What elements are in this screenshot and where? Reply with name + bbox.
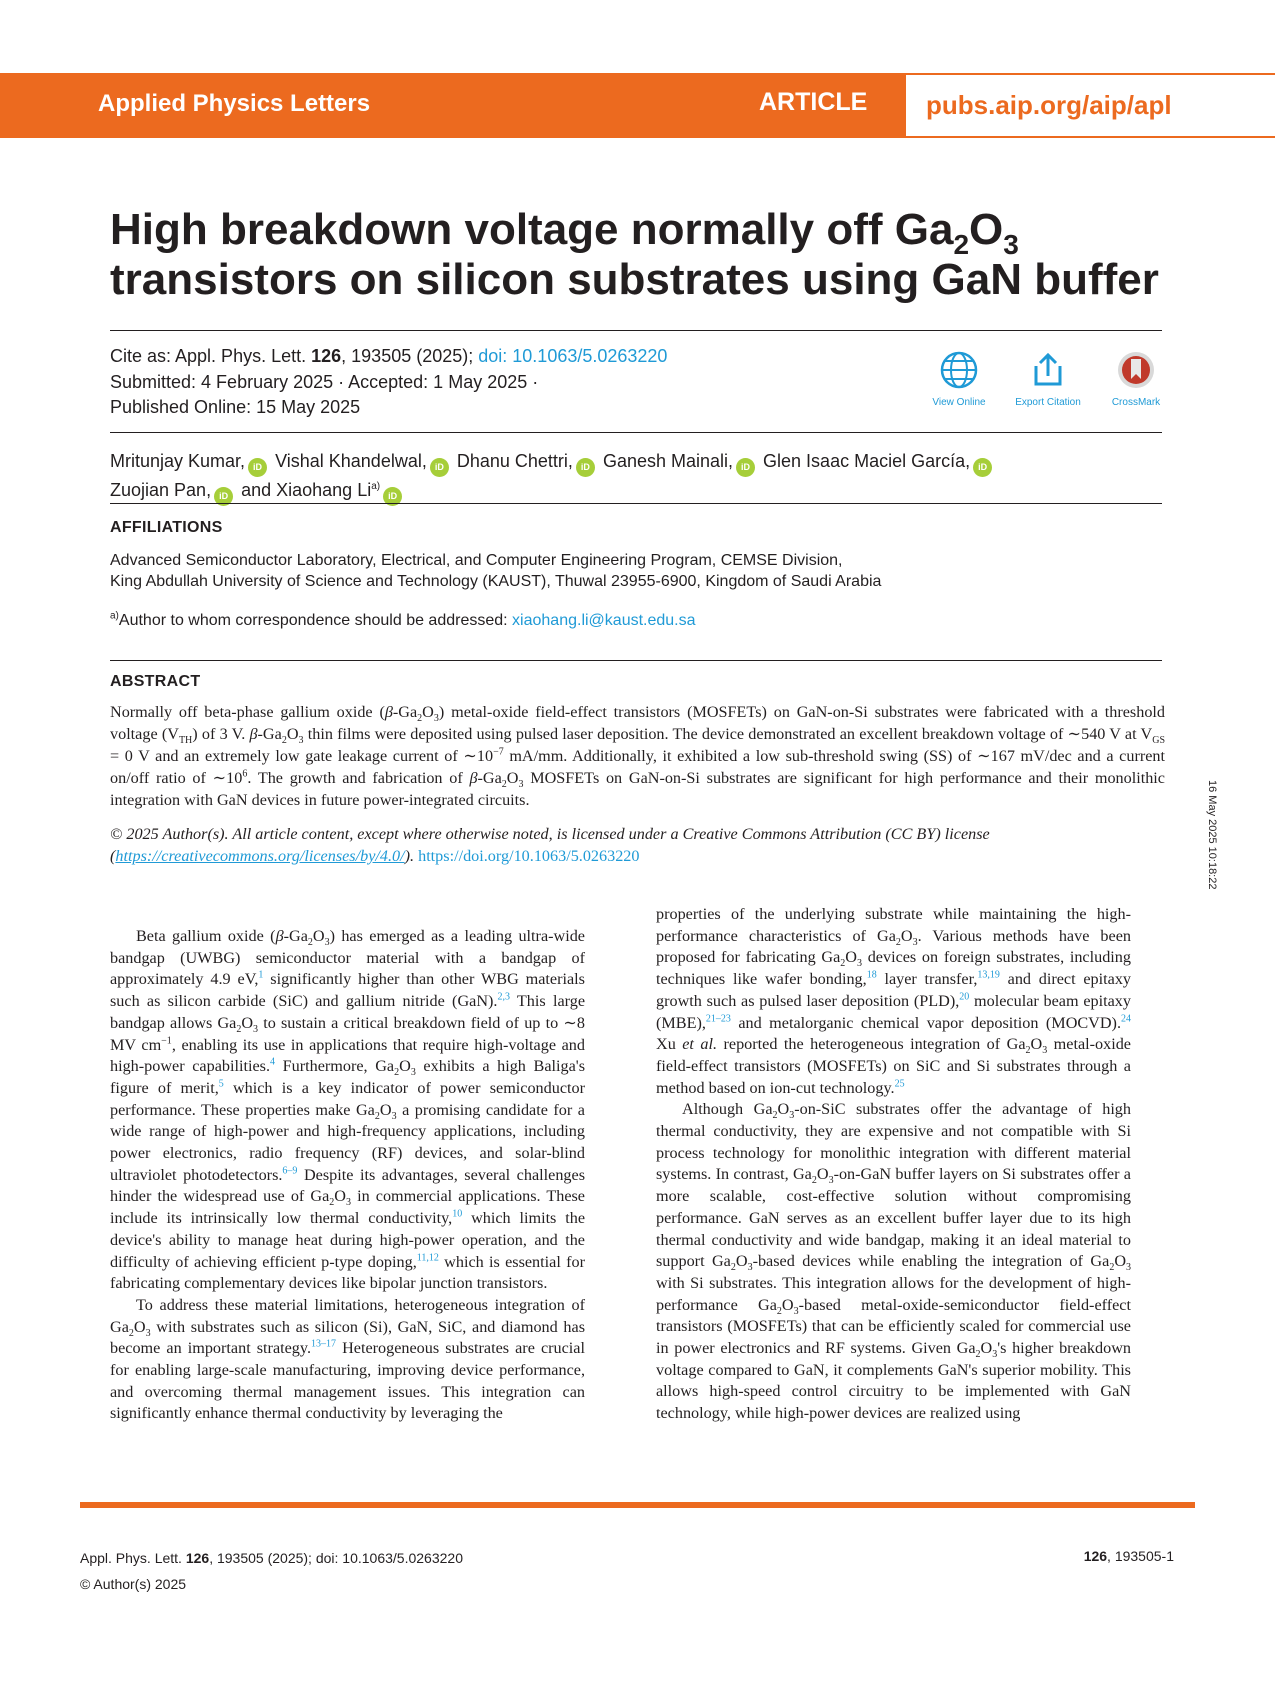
paragraph: To address these material limitations, heterogeneous integration of $Ga_2O_3$ with substrates such as silicon (Si), GaN, SiC, and diamond has become an important strategy.$^{13-17}$ Heterogeneous substrates are crucial for enabling large-scale manufacturing, improving device performance, and overcoming thermal management issues. This integration can significantly enhance thermal conductivity by leveraging the xyxy=(110,1295,585,1423)
orcid-icon[interactable]: iD xyxy=(248,458,267,477)
crossmark-label: CrossMark xyxy=(1111,397,1161,408)
journal-name: Applied Physics Letters xyxy=(98,90,371,117)
divider xyxy=(110,503,1162,504)
export-citation-button[interactable] xyxy=(1003,350,1093,408)
orcid-icon[interactable]: iD xyxy=(214,487,233,506)
article-title: High breakdown voltage normally off $Ga_2O_3$ transistors on silicon substrates using GaN buffer xyxy=(110,205,1159,304)
footer-citation: Appl. Phys. Lett. 126, 193505 (2025); doi: 10.1063/5.0263220 © Author(s) 2025 xyxy=(80,1550,463,1592)
author-list xyxy=(110,448,1170,506)
globe-icon xyxy=(939,350,979,390)
journal-header xyxy=(0,73,1275,138)
author[interactable]: Zuojian Pan, xyxy=(110,480,212,500)
submitted-dates: Submitted: 4 February 2025 · Accepted: 1 May 2025 · xyxy=(110,372,539,392)
citation-line: Cite as: Appl. Phys. Lett. 126, 193505 (2025); doi: 10.1063/5.0263220 xyxy=(110,346,668,366)
license-statement: © 2025 Author(s). All article content, except where otherwise noted, is licensed under a Creative Commons Attribution (CC BY) license (https://creativecommons.org/licenses/by/4.0/). https://doi.org/10.1063/5.0263220 xyxy=(110,825,990,865)
download-timestamp: 16 May 2025 10:18:22 xyxy=(1206,780,1218,890)
author[interactable]: Glen Isaac Maciel García, xyxy=(763,451,971,471)
crossmark-icon xyxy=(1116,350,1156,390)
affiliations-heading: AFFILIATIONS xyxy=(110,519,223,536)
email-link[interactable]: xiaohang.li@kaust.edu.sa xyxy=(512,612,696,629)
view-online-button[interactable] xyxy=(914,350,1004,408)
license-link[interactable]: https://creativecommons.org/licenses/by/4.0/ xyxy=(115,847,405,865)
author[interactable]: and Xiaohang Li xyxy=(241,480,372,500)
paragraph: Beta gallium oxide $(\beta-Ga_2O_3)$ has emerged as a leading ultra-wide bandgap (UWBG) semiconductor material with a bandgap of approximately 4.9 eV,$^1$ significantly higher than other WBG materials such as silicon carbide (SiC) and gallium nitride (GaN).$^{2,3}$ This large bandgap allows $Ga_2O_3$ to sustain a critical breakdown field of up to ∼8 MV $cm^{-1}$, enabling its use in applications that require high-voltage and high-power capabilities.$^4$ Furthermore, $Ga_2O_3$ exhibits a high Baliga's figure of merit,$^5$ which is a key indicator of power semiconductor performance. These properties make $Ga_2O_3$ a promising candidate for a wide range of high-power and high-frequency applications, including power electronics, radio frequency (RF) devices, and solar-blind ultraviolet photodetectors.$^{6-9}$ Despite its advantages, several challenges hinder the widespread use of $Ga_2O_3$ in commercial applications. These include its intrinsically low thermal conductivity,$^{10}$ which limits the device's ability to manage heat during high-power operation, and the difficulty of achieving efficient p-type doping,$^{11,12}$ which is essential for fabricating complementary devices like bipolar junction transistors. xyxy=(110,927,586,1293)
view-online-label: View Online xyxy=(932,397,986,408)
journal-url-box[interactable] xyxy=(904,73,1275,138)
page-number: 126, 193505-1 xyxy=(1083,1548,1174,1564)
author[interactable]: Mritunjay Kumar, xyxy=(110,451,246,471)
paragraph: properties of the underlying substrate while maintaining the high-performance characteristics of $Ga_2O_3$. Various methods have been proposed for fabricating $Ga_2O_3$ devices on foreign substrates, including techniques like wafer bonding,$^{18}$ layer transfer,$^{13,19}$ and direct epitaxy growth such as pulsed laser deposition (PLD),$^{20}$ molecular beam epitaxy (MBE),$^{21-23}$ and metalorganic chemical vapor deposition (MOCVD).$^{24}$ Xu et al. reported the heterogeneous integration of $Ga_2O_3$ metal-oxide field-effect transistors (MOSFETs) on SiC and Si substrates through a method based on ion-cut technology.$^{25}$ xyxy=(656,905,1132,1097)
export-citation-label: Export Citation xyxy=(1015,397,1081,408)
body-column-left xyxy=(110,926,585,1425)
footer-rule xyxy=(80,1502,1195,1508)
published-date: Published Online: 15 May 2025 xyxy=(110,397,361,417)
abstract-body: Normally off beta-phase gallium oxide $(\beta-Ga_2O_3)$ metal-oxide field-effect transistors (MOSFETs) on GaN-on-Si substrates were fabricated with a threshold voltage $(V_{TH})$ of 3 V. $\beta-Ga_2O_3$ thin films were deposited using pulsed laser deposition. The device demonstrated an excellent breakdown voltage of ∼540 V at $V_{GS} = 0$ V and an extremely low gate leakage current of $\sim 10^{-7}$ mA/mm. Additionally, it exhibited a low sub-threshold swing (SS) of ∼167 mV/dec and a current on/off ratio of $\sim 10^6$. The growth and fabrication of $\beta-Ga_2O_3$ MOSFETs on GaN-on-Si substrates are significant for high performance and their monolithic integration with GaN devices in future power-integrated circuits. xyxy=(110,703,1166,809)
body-column-right xyxy=(656,904,1131,1425)
correspondence-note: $^{a)}$Author to whom correspondence should be addressed: xiaohang.li@kaust.edu.sa xyxy=(110,610,696,629)
journal-url-link[interactable]: pubs.aip.org/aip/apl xyxy=(926,90,1172,120)
crossmark-button[interactable] xyxy=(1091,350,1181,408)
doi-link[interactable]: doi: 10.1063/5.0263220 xyxy=(478,346,668,366)
doi-url-link[interactable]: https://doi.org/10.1063/5.0263220 xyxy=(418,847,640,865)
orcid-icon[interactable]: iD xyxy=(576,458,595,477)
author-footnote-mark: a) xyxy=(371,481,381,492)
divider xyxy=(110,330,1162,331)
export-icon xyxy=(1028,350,1068,390)
orcid-icon[interactable]: iD xyxy=(430,458,449,477)
orcid-icon[interactable]: iD xyxy=(973,458,992,477)
abstract-heading: ABSTRACT xyxy=(110,673,201,690)
affiliation-text: Advanced Semiconductor Laboratory, Electrical, and Computer Engineering Program, CEMSE Division, King Abdullah University of Science and Technology (KAUST), Thuwal 23955-6900, Kingdom of Saudi Arabia xyxy=(110,552,882,590)
divider xyxy=(110,660,1162,661)
author[interactable]: Ganesh Mainali, xyxy=(602,451,734,471)
orcid-icon[interactable]: iD xyxy=(383,487,402,506)
article-type: ARTICLE xyxy=(759,88,868,116)
paragraph: Although $Ga_2O_3-on$-SiC substrates offer the advantage of high thermal conductivity, they are expensive and not compatible with Si process technology for monolithic integration with different material systems. In contrast, $Ga_2O_3-on$-GaN buffer layers on Si substrates offer a more scalable, cost-effective solution without compromising performance. GaN serves as an excellent buffer layer due to its high thermal conductivity and wide bandgap, making it an ideal material to support $Ga_2O_3$-based devices while enabling the integration of $Ga_2O_3$ with Si substrates. This integration allows for the development of high-performance $Ga_2O_3$-based metal-oxide-semiconductor field-effect transistors (MOSFETs) that can be efficiently scaled for commercial use in power electronics and RF systems. Given $Ga_2O_3's$ higher breakdown voltage compared to GaN, it complements GaN's superior mobility. This allows high-speed control circuitry to be implemented with GaN technology, while high-power devices are realized using xyxy=(656,1100,1132,1423)
orcid-icon[interactable]: iD xyxy=(736,458,755,477)
footer-copyright: © Author(s) 2025 xyxy=(80,1576,187,1592)
author[interactable]: Vishal Khandelwal, xyxy=(275,451,427,471)
author[interactable]: Dhanu Chettri, xyxy=(456,451,573,471)
divider xyxy=(110,432,1162,433)
